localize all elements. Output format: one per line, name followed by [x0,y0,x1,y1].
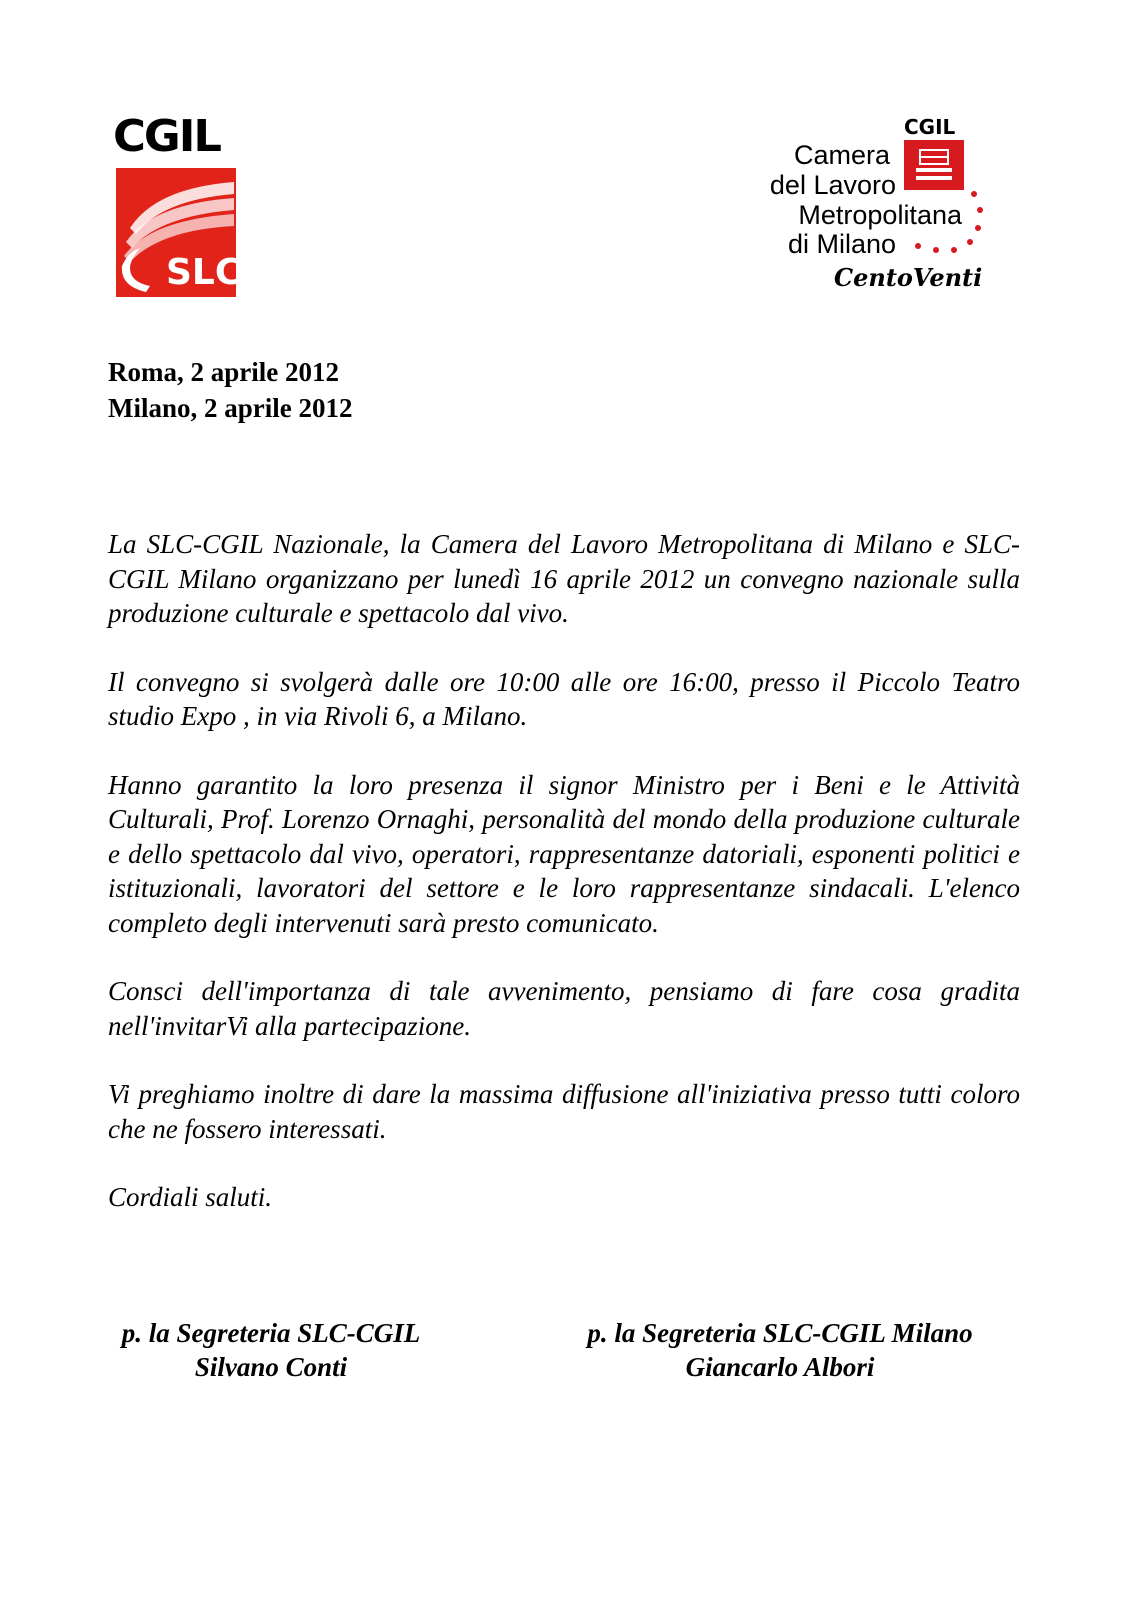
camera-del-lavoro-logo [769,114,1012,299]
paragraph-attendees: Hanno garantito la loro presenza il signor Ministro per i Beni e le Attività Culturali, Prof. Lorenzo Ornaghi, personalità del mondo della produzione culturale e dello spettacolo dal vivo, operatori, rappresentanze datoriali, esponenti politici e istituzionali, lavoratori del settore e le loro rappresentanze sindacali. L'elenco completo degli intervenuti sarà presto comunicato. [108,769,1020,938]
signature-left [106,1316,436,1384]
dateline [108,354,353,426]
paragraph-schedule: Il convegno si svolgerà dalle ore 10:00 alle ore 16:00, presso il Piccolo Teatro studio Expo , in via Rivoli 6, a Milano. [108,666,1020,731]
date-roma: Roma, 2 aprile 2012 [108,357,339,387]
signature-left-name: Silvano Conti [194,1352,348,1382]
signature-right-name: Giancarlo Albori [685,1352,875,1382]
slc-badge-icon [116,168,242,297]
slc-cgil-logo [113,111,242,298]
paragraph-diffusion: Vi preghiamo inoltre di dare la massima diffusione all'iniziativa presso tutti coloro che ne fossero interessati. [108,1079,1020,1144]
cgil-wordmark: CGIL [113,111,220,162]
date-milano: Milano, 2 aprile 2012 [108,393,353,423]
paragraph-closing: Cordiali saluti. [108,1182,273,1212]
signature-right [568,1316,992,1384]
cgil-small-wordmark: CGIL [904,115,956,139]
logo-line-del-lavoro: del Lavoro [769,170,896,200]
logo-line-camera: Camera [793,140,890,170]
logo-line-metropolitana: Metropolitana [798,200,962,230]
logo-line-di-milano: di Milano [787,229,896,259]
signature-right-role: p. la Segreteria SLC-CGIL Milano [587,1318,973,1348]
slc-badge-text: SLC [166,252,242,293]
logo-tagline: CentoVenti [834,263,983,292]
letter-body [108,527,1020,1249]
signature-left-role: p. la Segreteria SLC-CGIL [121,1318,421,1348]
paragraph-intro: La SLC-CGIL Nazionale, la Camera del Lavoro Metropolitana di Milano e SLC-CGIL Milano organizzano per lunedì 16 aprile 2012 un convegno nazionale sulla produzione culturale e spettacolo dal vivo. [108,529,1020,628]
paragraph-invitation: Consci dell'importanza di tale avvenimento, pensiamo di fare cosa gradita nell'invitarVi alla partecipazione. [108,976,1020,1041]
